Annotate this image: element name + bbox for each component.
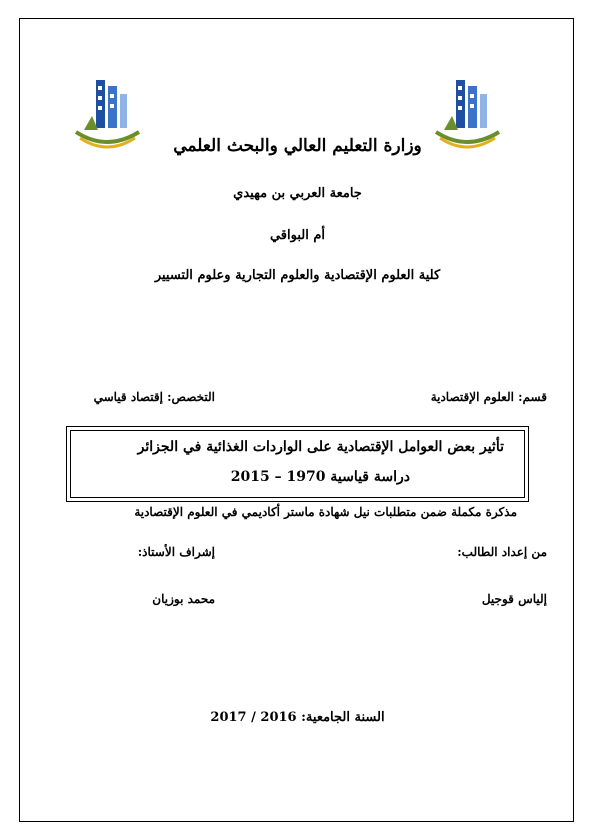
supervised-by-label: إشراف الأستاذ:: [137, 545, 215, 559]
student-name: إلياس قوجيل: [481, 592, 547, 606]
thesis-subtitle: دراسة قياسية 1970 – 2015: [230, 469, 410, 485]
thesis-title-box-inner: [70, 430, 525, 498]
prepared-by-label: من إعداد الطالب:: [457, 545, 547, 559]
faculty-name: كلية العلوم الإقتصادية والعلوم التجارية وعلوم التسيير: [154, 268, 441, 283]
university-name: جامعة العربي بن مهيدي: [233, 186, 362, 201]
ministry-title: وزارة التعليم العالي والبحث العلمي: [173, 136, 422, 156]
city-name: أم البواقي: [269, 228, 326, 243]
department-label: قسم: العلوم الإقتصادية: [430, 390, 547, 404]
academic-year: السنة الجامعية: 2016 / 2017: [210, 710, 385, 725]
thesis-title-box: [66, 426, 529, 502]
thesis-title: تأثير بعض العوامل الإقتصادية على الواردات الغذائية في الجزائر: [137, 439, 504, 455]
supervisor-name: محمد بوزيان: [152, 592, 215, 606]
memo-statement: مذكرة مكملة ضمن متطلبات نيل شهادة ماستر أكاديمي في العلوم الإقتصادية: [134, 505, 517, 519]
specialty-label: التخصص: إقتصاد قياسي: [93, 390, 215, 404]
